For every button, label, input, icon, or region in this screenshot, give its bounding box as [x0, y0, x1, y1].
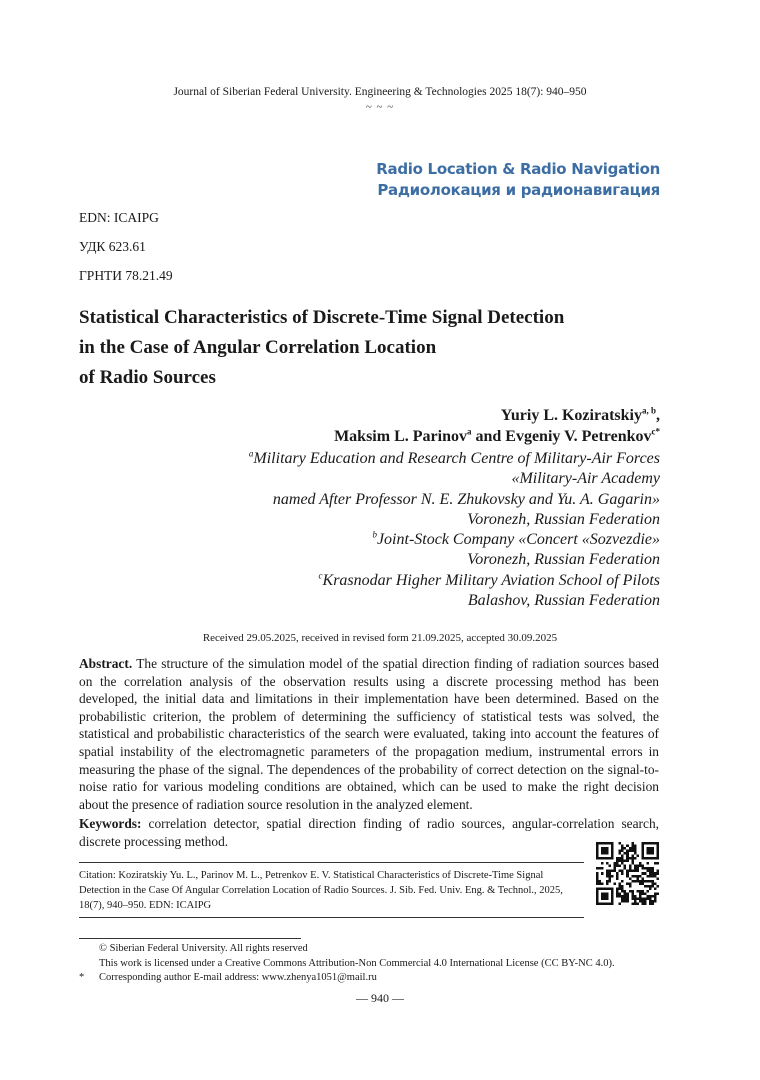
- author-1-affil-mark: a, b: [641, 405, 656, 416]
- keywords-text: correlation detector, spatial direction finding of radio sources, angular-correlation search, discrete processing method.: [79, 816, 659, 849]
- edn-code: EDN: ICAIPG: [79, 210, 159, 225]
- page-number: — 940 —: [356, 991, 404, 1005]
- title-line-3: of Radio Sources: [79, 367, 216, 388]
- author-2: Maksim L. Parinov: [334, 428, 467, 445]
- abstract-label: Abstract.: [79, 656, 133, 671]
- copyright-notice: © Siberian Federal University. All rights reserved: [99, 943, 308, 954]
- title-line-1: Statistical Characteristics of Discrete-Time Signal Detection: [79, 307, 565, 328]
- author-conjunction: and: [471, 428, 506, 445]
- received-dates: Received 29.05.2025, received in revised form 21.09.2025, accepted 30.09.2025: [202, 632, 558, 644]
- affil-a-line-2: «Military-Air Academy: [511, 470, 660, 488]
- affil-c-line-2: Balashov, Russian Federation: [467, 592, 660, 610]
- abstract-text: The structure of the simulation model of the spatial direction finding of radiation sources based on the correlation analysis of the observation results using a discrete processing method has been developed, the initial data and limitations in their implementation have been determined. Based on the probabilistic criterion, the problem of determining the sufficiency of statistical tests was solved, the statistical and probabilistic characteristics of the search were evaluated, taking into account the features of spatial instability of the electromagnetic parameters of the propagation medium, instrumental errors in measuring the phase of the signal. The dependences of the probability of correct detection on the signal-to-noise ratio for various modeling conditions are obtained, which can be used to make the right decision about the presence of radiation source resolution in the analyzed element.: [79, 656, 659, 812]
- section-title-russian: Радиолокация и радионавигация: [377, 181, 660, 199]
- affiliations: [249, 449, 660, 611]
- abstract: [79, 655, 659, 813]
- journal-header: Journal of Siberian Federal University. Engineering & Technologies 2025 18(7): 940–950: [173, 86, 587, 98]
- section-title-english: Radio Location & Radio Navigation: [376, 160, 660, 178]
- header-ornament: ~ ~ ~: [365, 101, 395, 113]
- corresponding-author-email[interactable]: Corresponding author E-mail address: www.zhenya1051@mail.ru: [99, 972, 377, 983]
- author-1: Yuriy L. Koziratskiy: [500, 407, 642, 424]
- author-3: Evgeniy V. Petrenkov: [505, 428, 652, 445]
- author-separator: ,: [656, 407, 660, 424]
- author-2-affil-mark: a: [466, 426, 472, 437]
- corresponding-mark: *: [79, 972, 85, 983]
- author-3-affil-mark: c*: [651, 426, 660, 437]
- affil-b-line-1: Joint-Stock Company «Concert «Sozvezdie»: [376, 531, 660, 549]
- license-notice: This work is licensed under a Creative Commons Attribution-Non Commercial 4.0 International License (CC BY-NC 4.0).: [99, 958, 615, 969]
- grnti-code: ГРНТИ 78.21.49: [79, 268, 173, 283]
- affil-a-line-4: Voronezh, Russian Federation: [467, 510, 660, 528]
- affil-a-line-1: Military Education and Research Centre of Military-Air Forces: [253, 450, 660, 467]
- keywords: [79, 815, 659, 850]
- author-list: [334, 405, 660, 447]
- qr-code-icon[interactable]: [596, 842, 659, 905]
- title-line-2: in the Case of Angular Correlation Location: [79, 337, 437, 358]
- affil-a-line-3: named After Professor N. E. Zhukovsky and Yu. A. Gagarin»: [272, 490, 660, 508]
- affil-c-mark: c: [318, 570, 323, 581]
- paper-title: [79, 303, 639, 393]
- affil-b-line-2: Voronezh, Russian Federation: [467, 551, 660, 569]
- footnote-divider: [79, 938, 301, 939]
- keywords-label: Keywords:: [79, 816, 142, 831]
- citation: Citation: Koziratskiy Yu. L., Parinov M. L., Petrenkov E. V. Statistical Characteristics of Discrete-Time Signal Detection in the Case Of Angular Correlation Location of Radio Sources. J. Sib. Fed. Univ. Eng. & Technol., 2025, 18(7), 940–950. EDN: ICAIPG: [79, 862, 584, 918]
- affil-a-mark: a: [248, 448, 254, 459]
- udk-code: УДК 623.61: [79, 239, 146, 254]
- affil-b-mark: b: [372, 529, 377, 540]
- affil-c-line-1: Krasnodar Higher Military Aviation School of Pilots: [322, 571, 660, 589]
